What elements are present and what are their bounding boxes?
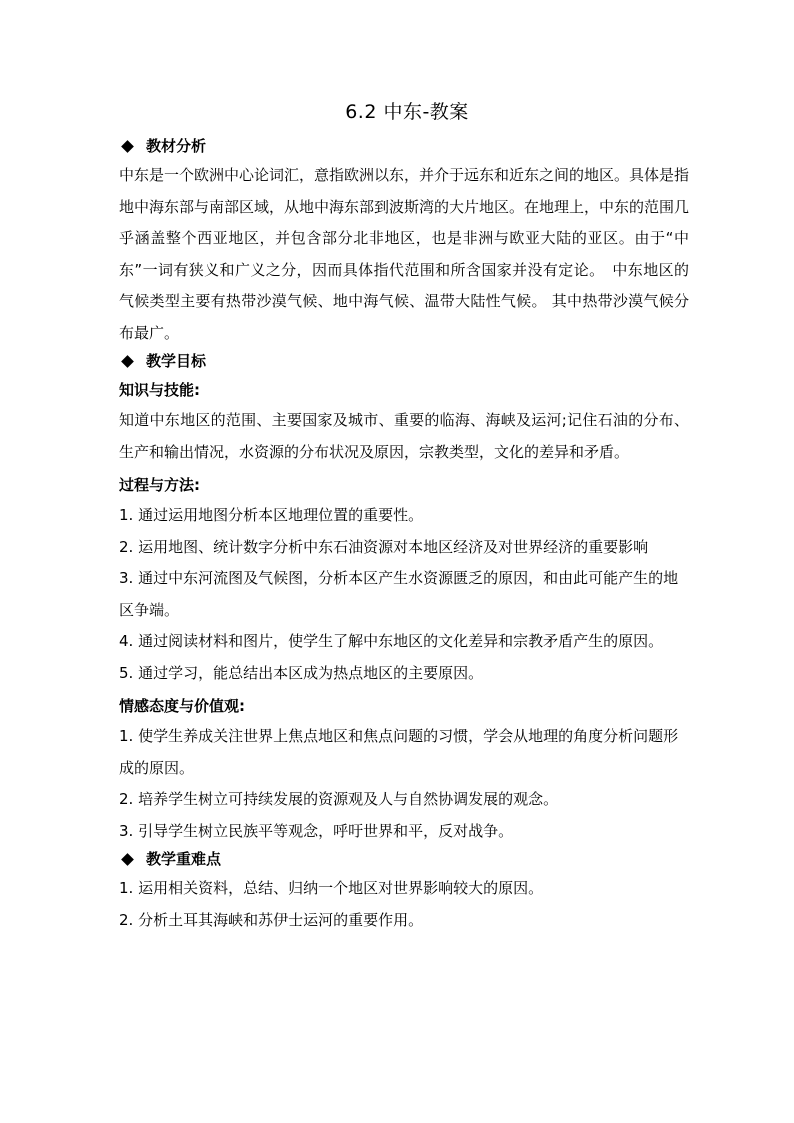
page-title: 6.2 中东-教案 <box>345 101 469 123</box>
list-item: 3. 通过中东河流图及气候图，分析本区产生水资源匮乏的原因，和由此可能产生的地区争端。 <box>119 569 679 619</box>
section-label: 教学目标 <box>146 352 207 370</box>
subheading-attitude: 情感态度与价值观: <box>119 697 245 715</box>
section-heading-key-points <box>119 847 689 871</box>
subheading-knowledge: 知识与技能: <box>119 381 200 399</box>
list-item: 1. 运用相关资料，总结、归纳一个地区对世界影响较大的原因。 <box>119 879 544 897</box>
list-item: 2. 培养学生树立可持续发展的资源观及人与自然协调发展的观念。 <box>119 790 559 808</box>
list-item: 5. 通过学习，能总结出本区成为热点地区的主要原因。 <box>119 663 484 682</box>
section-heading-goals <box>119 349 689 373</box>
document-page <box>119 96 689 936</box>
list-item: 1. 通过运用地图分析本区地理位置的重要性。 <box>119 506 424 524</box>
knowledge-paragraph: 知道中东地区的范围、主要国家及城市、重要的临海、海峡及运河;记住石油的分布、生产和输出情况，水资源的分布状况及原因，宗教类型，文化的差异和矛盾。 <box>119 411 689 461</box>
list-item: 1. 使学生养成关注世界上焦点地区和焦点问题的习惯，学会从地理的角度分析问题形成的原因。 <box>119 727 679 777</box>
list-item: 3. 引导学生树立民族平等观念，呼吁世界和平，反对战争。 <box>119 821 514 840</box>
section-label: 教材分析 <box>146 137 207 155</box>
section-heading-analysis <box>119 134 689 158</box>
diamond-bullet-icon <box>121 140 134 153</box>
section-label: 教学重难点 <box>146 850 222 868</box>
list-item: 2. 运用地图、统计数字分析中东石油资源对本地区经济及对世界经济的重要影响 <box>119 537 649 556</box>
analysis-paragraph: 中东是一个欧洲中心论词汇，意指欧洲以东，并介于远东和近东之间的地区。具体是指地中海东部与南部区域，从地中海东部到波斯湾的大片地区。在地理上，中东的范围几乎涵盖整个西亚地区，并包含部分北非地区，也是非洲与欧亚大陆的亚区。由于“中东”一词有狭义和广义之分，因而具体指代范围和所含国家并没有定论。 中东地区的气候类型主要有热带沙漠气候、地中海气候、温带大陆性气候。 其中热带沙漠气候分布最广。 <box>119 166 690 342</box>
list-item: 2. 分析土耳其海峡和苏伊士运河的重要作用。 <box>119 910 424 929</box>
subheading-process: 过程与方法: <box>119 476 200 494</box>
diamond-bullet-icon <box>121 853 134 866</box>
list-item: 4. 通过阅读材料和图片，使学生了解中东地区的文化差异和宗教矛盾产生的原因。 <box>119 632 664 650</box>
diamond-bullet-icon <box>121 355 134 368</box>
